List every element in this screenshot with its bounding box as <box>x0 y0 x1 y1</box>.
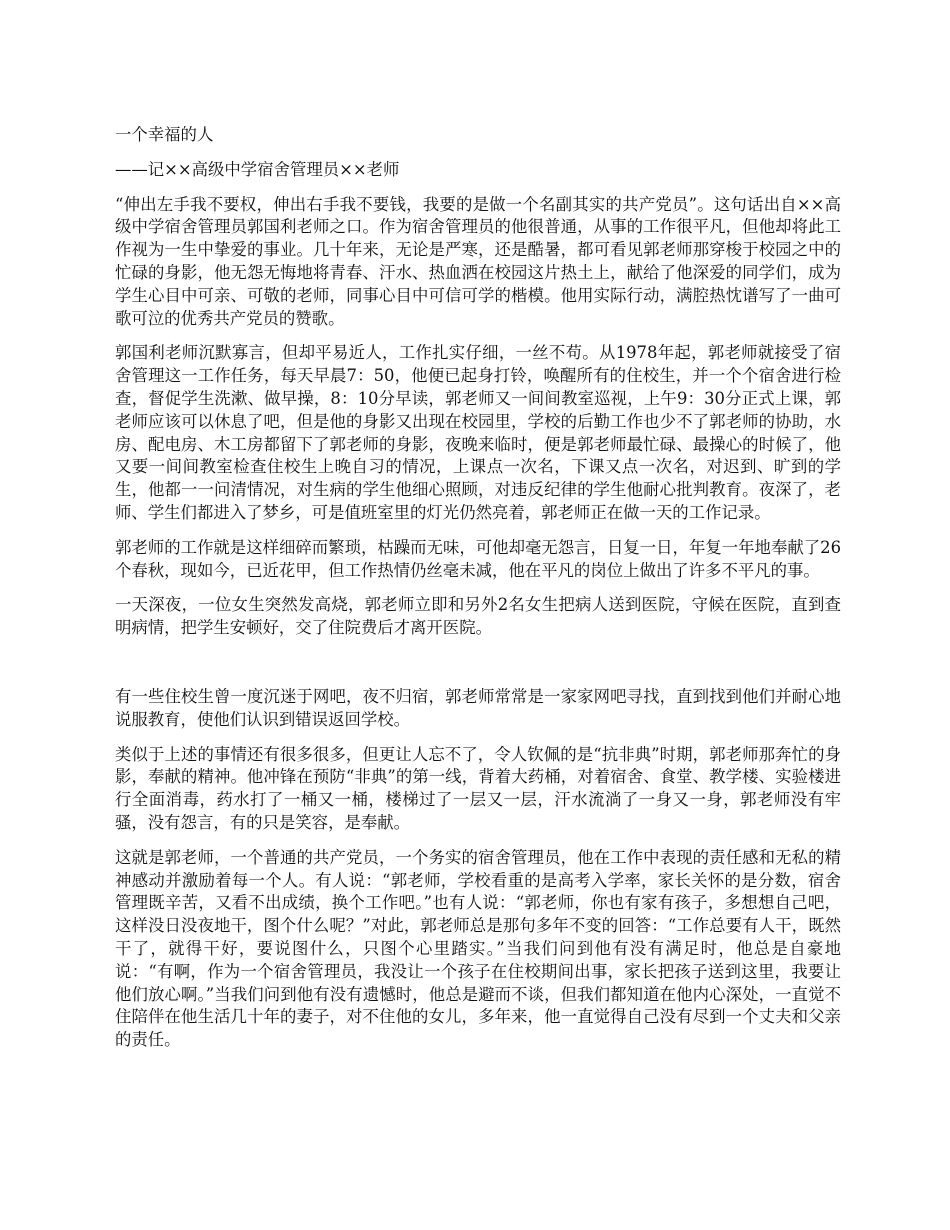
paragraph-hospital: 一天深夜，一位女生突然发高烧，郭老师立即和另外2名女生把病人送到医院，守候在医院，直到查明病情，把学生安顿好，交了住院费后才离开医院。 <box>115 595 841 638</box>
section-gap <box>115 652 841 686</box>
document-page <box>115 124 841 1064</box>
paragraph-sars: 类似于上述的事情还有很多很多，但更让人忘不了，令人钦佩的是“抗非典”时期，郭老师那奔忙的身影，奉献的精神。他冲锋在预防“非典”的第一线，背着大药桶，对着宿舍、食堂、教学楼、实验楼进行全面消毒，药水打了一桶又一桶，楼梯过了一层又一层，汗水流淌了一身又一身，郭老师没有牢骚，没有怨言，有的只是笑容，是奉献。 <box>115 744 841 832</box>
paragraph-internet-cafe: 有一些住校生曾一度沉迷于网吧，夜不归宿，郭老师常常是一家家网吧寻找，直到找到他们并耐心地说服教育，使他们认识到错误返回学校。 <box>115 686 841 729</box>
paragraph-dedication: 郭老师的工作就是这样细碎而繁琐，枯躁而无味，可他却毫无怨言，日复一日，年复一年地奉献了26个春秋，现如今，已近花甲，但工作热情仍丝毫未减，他在平凡的岗位上做出了许多不平凡的事。 <box>115 537 841 580</box>
paragraph-conclusion: 这就是郭老师，一个普通的共产党员，一个务实的宿舍管理员，他在工作中表现的责任感和无私的精神感动并激励着每一个人。有人说：“郭老师，学校看重的是高考入学率，家长关怀的是分数，宿舍管理既辛苦，又看不出成绩，换个工作吧。”也有人说：“郭老师，你也有家有孩子，多想想自己吧，这样没日没夜地干，图个什么呢？”对此，郭老师总是那句多年不变的回答：“工作总要有人干，既然干了，就得干好，要说图什么，只图个心里踏实。”当我们问到他有没有满足时，他总是自豪地说：“有啊，作为一个宿舍管理员，我没让一个孩子在住校期间出事，家长把孩子送到这里，我要让他们放心啊。”当我们问到他有没有遗憾时，他总是避而不谈，但我们都知道在他内心深处，一直觉不住陪伴在他生活几十年的妻子，对不住他的女儿，多年来，他一直觉得自己没有尽到一个丈夫和父亲的责任。 <box>115 847 841 1050</box>
document-subtitle: ——记××高级中学宿舍管理员××老师 <box>115 159 400 179</box>
document-title: 一个幸福的人 <box>115 125 214 144</box>
paragraph-intro: “伸出左手我不要权，伸出右手我不要钱，我要的是做一个名副其实的共产党员”。这句话出自××高级中学宿舍管理员郭国利老师之口。作为宿舍管理员的他很普通，从事的工作很平凡，但他却将此工作视为一生中挚爱的事业。几十年来，无论是严寒，还是酷暑，都可看见郭老师那穿梭于校园之中的忙碌的身影，他无怨无悔地将青春、汗水、热血洒在校园这片热土上，献给了他深爱的同学们，成为学生心目中可亲、可敬的老师，同事心目中可信可学的楷模。他用实际行动，满腔热忱谱写了一曲可歌可泣的优秀共产党员的赞歌。 <box>115 194 841 328</box>
paragraph-daily-work: 郭国利老师沉默寡言，但却平易近人，工作扎实仔细，一丝不苟。从1978年起，郭老师就接受了宿舍管理这一工作任务，每天早晨7：50，他便已起身打铃，唤醒所有的住校生，并一个个宿舍进行检查，督促学生洗漱、做早操，8：10分早读，郭老师又一间间教室巡视，上午9：30分正式上课，郭老师应该可以休息了吧，但是他的身影又出现在校园里，学校的后勤工作也少不了郭老师的协助，水房、配电房、木工房都留下了郭老师的身影，夜晚来临时，便是郭老师最忙碌、最操心的时候了，他又要一间间教室检查住校生上晚自习的情况，上课点一次名，下课又点一次名，对迟到、旷到的学生，他都一一问清情况，对生病的学生他细心照顾，对违反纪律的学生他耐心批判教育。夜深了，老师、学生们都进入了梦乡，可是值班室里的灯光仍然亮着，郭老师正在做一天的工作记录。 <box>115 343 841 522</box>
